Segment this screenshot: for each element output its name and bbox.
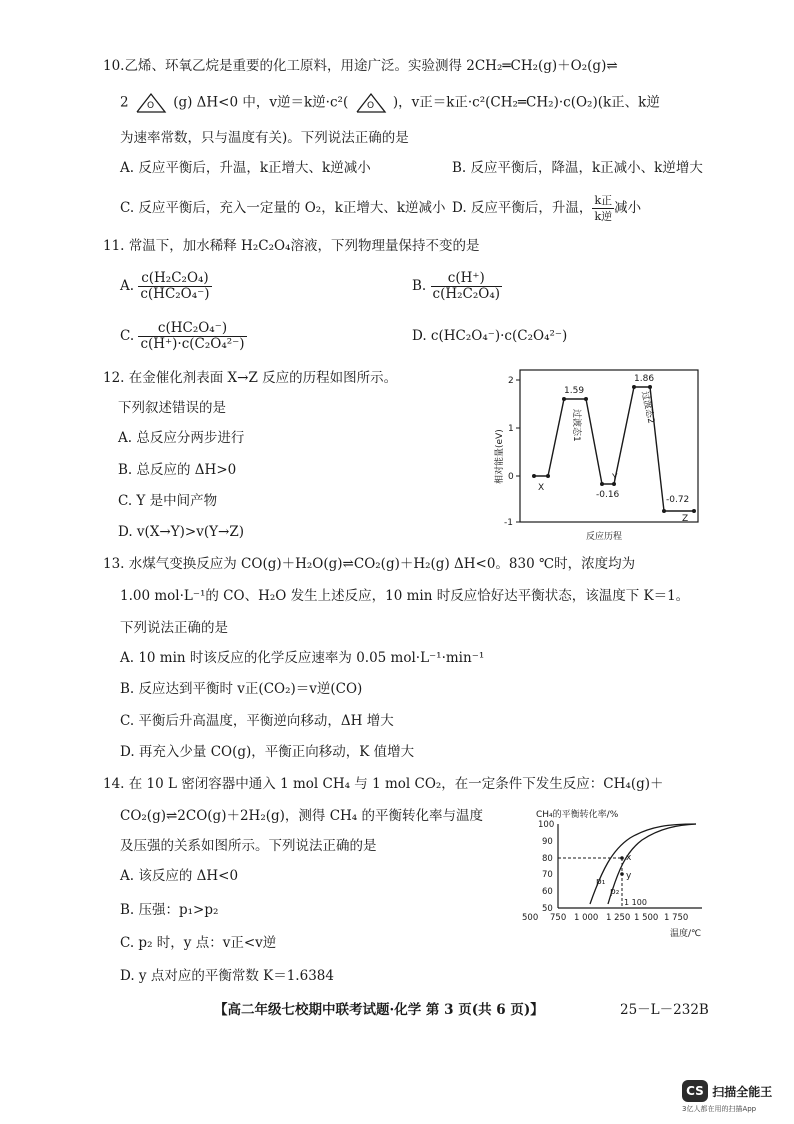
energy-point [600,482,604,486]
q13-sub: 下列说法正确的是 [120,620,228,636]
ts1-label: 过渡态1 [571,409,581,442]
x-tick-label: 1 750 [664,913,689,923]
option-label: A. [120,278,135,294]
q10-option-c: C. 反应平衡后，充入一定量的 O₂，k正增大、k逆减小 [120,200,446,216]
x-tick-label: 1 000 [574,913,599,923]
q14-option-a: A. 该反应的 ΔH<0 [120,868,239,884]
q12-option-d: D. v(X→Y)>v(Y→Z) [118,524,244,540]
y-tick-label: 50 [542,904,553,914]
chart-title: CH₄的平衡转化率/% [536,810,619,820]
fraction-numerator: c(HC₂O₄⁻) [138,321,246,337]
value-z: -0.72 [666,495,690,505]
q10-stem-line2 [120,90,660,116]
label-p2: p₂ [610,887,620,897]
label-y: Y [612,473,618,483]
q14-option-d: D. y 点对应的平衡常数 K＝1.6384 [120,968,334,984]
curve-p2 [608,824,696,904]
fraction-denominator: c(H₂C₂O₄) [432,286,501,302]
curve-p1 [590,824,696,904]
y-tick-label: 70 [542,870,553,880]
watermark-title: 扫描全能王 [712,1085,773,1099]
q13-option-b: B. 反应达到平衡时 v正(CO₂)＝v逆(CO) [120,681,363,697]
epoxide-structure-icon [353,90,389,116]
q14-stem-line2: CO₂(g)⇌2CO(g)＋2H₂(g)，测得 CH₄ 的平衡转化率与温度 [120,808,484,824]
q11-option-c-fraction [138,321,246,352]
q12-option-a: A. 总反应分两步进行 [118,430,245,446]
x-tick-label: 750 [550,913,567,923]
q10-option-d-fraction [592,193,614,224]
q12-sub: 下列叙述错误的是 [118,400,226,416]
fraction-numerator: k正 [594,194,613,207]
fraction-denominator: c(H⁺)·c(C₂O₄²⁻) [140,336,245,352]
energy-point [692,509,696,513]
q11-option-a-fraction [138,271,211,302]
x-axis-label: 反应历程 [586,532,623,542]
reaction-energy-diagram [490,364,710,544]
label-p1: p₁ [596,877,606,887]
q11-option-c [120,318,247,354]
mark-1100: 1 100 [624,898,647,907]
scanner-logo-icon: CS [682,1080,708,1102]
y-tick-label: 60 [542,887,553,897]
y-tick-label: -1 [504,518,513,528]
point-y [620,872,624,876]
q11-stem: 11. 常温下，加水稀释 H₂C₂O₄溶液，下列物理量保持不变的是 [103,238,480,254]
x-axis-label: 温度/℃ [670,929,702,939]
fraction-numerator: c(H₂C₂O₄) [138,271,211,287]
label-z: Z [682,514,689,524]
y-tick-label: 100 [538,820,555,830]
fraction-denominator: c(HC₂O₄⁻) [140,286,210,302]
q10-stem-line1: 10.乙烯、环氧乙烷是重要的化工原料，用途广泛。实验测得 2CH₂═CH₂(g)＋O₂(g)⇌ [103,58,618,74]
q13-option-a: A. 10 min 时该反应的化学反应速率为 0.05 mol·L⁻¹·min⁻¹ [120,650,485,666]
q13-option-d: D. 再充入少量 CO(g)，平衡正向移动，K 值增大 [120,744,415,760]
q10-option-d-suffix: 减小 [614,200,642,216]
q10-rate-back: (g) ΔH<0 中，v逆＝k逆·c²( [173,94,349,111]
value-y: -0.16 [596,490,620,500]
q11-option-b-fraction [431,271,503,302]
energy-point [562,397,566,401]
y-tick-label: 1 [508,424,514,434]
option-label: C. [120,328,135,344]
y-tick-label: 90 [542,837,553,847]
q11-option-a [120,268,212,304]
q10-option-d [452,192,641,224]
ts2-label: 过渡态2 [639,390,656,425]
q10-option-a: A. 反应平衡后，升温，k正增大、k逆减小 [120,160,371,176]
energy-point [662,509,666,513]
label-x: x [626,853,632,863]
q14-stem: 14. 在 10 L 密闭容器中通入 1 mol CH₄ 与 1 mol CO₂，在一定条件下发生反应：CH₄(g)＋ [103,776,664,792]
q11-option-d: D. c(HC₂O₄⁻)·c(C₂O₄²⁻) [412,328,568,344]
x-tick-label: 1 500 [634,913,659,923]
svg-text:O: O [146,101,154,111]
q13-stem-line2: 1.00 mol·L⁻¹的 CO、H₂O 发生上述反应，10 min 时反应恰好达平衡状态，该温度下 K＝1。 [120,588,690,604]
q10-stem-line3: 为速率常数，只与温度有关)。下列说法正确的是 [120,130,409,146]
fraction-numerator: c(H⁺) [431,271,503,287]
exam-code: 25－L－232B [620,1002,709,1018]
q12-option-b: B. 总反应的 ΔH>0 [118,462,237,478]
energy-point [532,474,536,478]
epoxide-structure-icon [133,90,169,116]
q14-option-c: C. p₂ 时，y 点：v正<v逆 [120,935,277,951]
q14-stem-line3: 及压强的关系如图所示。下列说法正确的是 [120,838,377,854]
label-y: y [626,871,632,881]
y-axis-label: 相对能量(eV) [495,429,505,484]
scanner-watermark [682,1080,772,1114]
q10-option-b: B. 反应平衡后，降温，k正减小、k逆增大 [452,160,703,176]
point-x [620,856,624,860]
y-tick-label: 2 [508,376,514,386]
y-tick-label: 0 [508,472,514,482]
q10-option-d-prefix: D. 反应平衡后，升温， [452,200,593,216]
q14-option-b: B. 压强：p₁>p₂ [120,902,219,918]
x-tick-label: 500 [522,913,539,923]
y-tick-label: 80 [542,854,553,864]
q13-option-c: C. 平衡后升高温度，平衡逆向移动，ΔH 增大 [120,713,394,729]
q10-rate-forward: )，v正＝k正·c²(CH₂═CH₂)·c(O₂)(k正、k逆 [392,94,660,111]
label-x: X [538,483,545,493]
option-label: B. [412,278,427,294]
energy-point [584,397,588,401]
q12-option-c: C. Y 是中间产物 [118,493,218,509]
q13-stem: 13. 水煤气变换反应为 CO(g)＋H₂O(g)⇌CO₂(g)＋H₂(g) ΔH<0。830 ℃时，浓度均为 [103,556,636,572]
energy-point [546,474,550,478]
q11-option-b [412,268,502,304]
energy-point [648,385,652,389]
value-ts2: 1.86 [634,374,655,384]
x-tick-label: 1 250 [606,913,631,923]
conversion-temperature-chart [522,808,720,944]
svg-text:O: O [366,101,374,111]
q10-coefficient: 2 [120,94,129,111]
energy-point [632,385,636,389]
q12-stem: 12. 在金催化剂表面 X→Z 反应的历程如图所示。 [103,370,398,386]
page-footer: 【高二年级七校期中联考试题·化学 第 3 页(共 6 页)】 [214,1002,544,1018]
value-ts1: 1.59 [564,386,585,396]
watermark-subtitle: 3亿人都在用的扫描App [682,1105,757,1113]
fraction-denominator: k逆 [594,210,613,223]
